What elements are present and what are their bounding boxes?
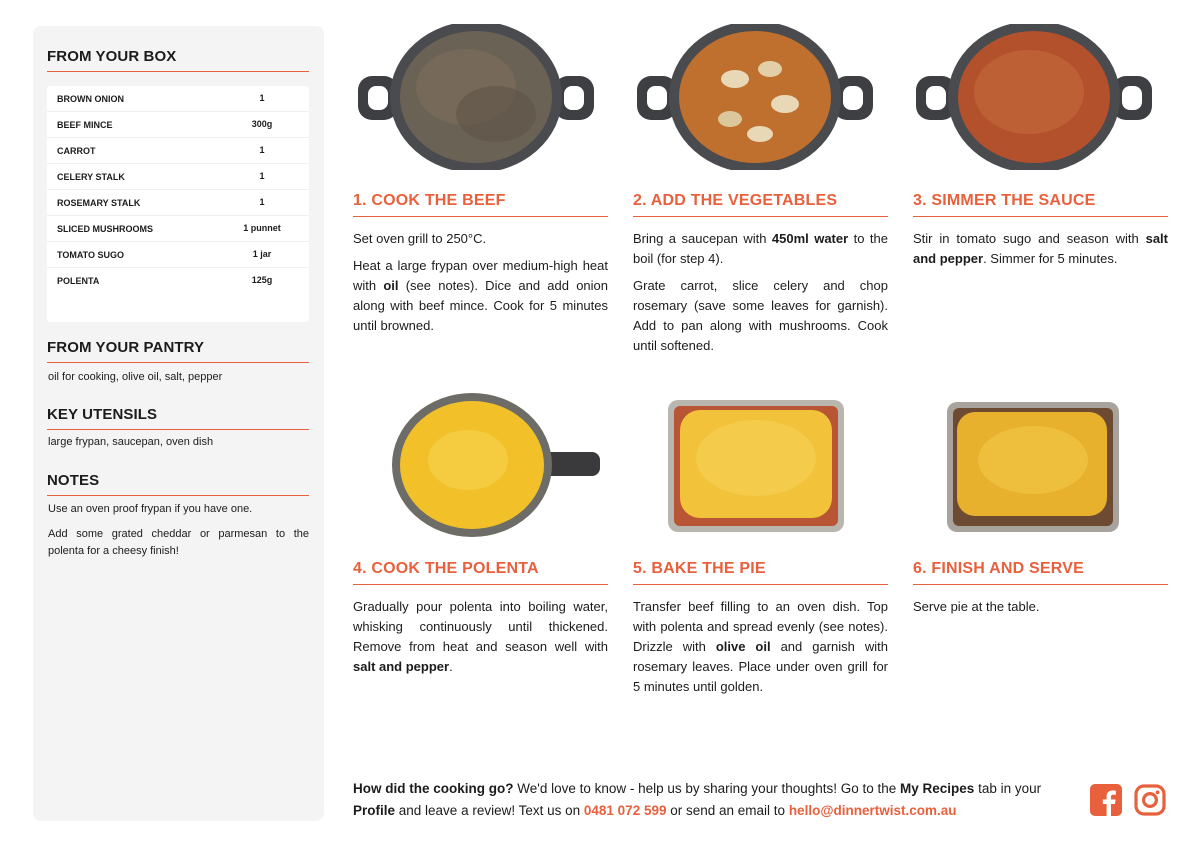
facebook-icon[interactable]: [1090, 784, 1122, 816]
step-3-photo: [914, 24, 1154, 170]
utensils-heading: KEY UTENSILS: [47, 406, 309, 430]
step-3-text: Stir in tomato sugo and season with salt and pepper. Simmer for 5 minutes.: [913, 231, 1168, 266]
step-1-text: Set oven grill to 250°C. Heat a large frypan over medium-high heat with oil (see notes). Dice and add onion along with beef mince. Cook for 5 minutes until browned.: [353, 231, 609, 333]
step-1-photo: [356, 24, 596, 170]
table-row: BROWN ONION 1: [47, 86, 309, 112]
step-6-photo: [945, 400, 1121, 534]
step-4-text: Gradually pour polenta into boiling water, whisking continuously until thickened. Remove from heat and season well with salt and pepper.: [353, 599, 608, 674]
table-row: TOMATO SUGO 1 jar: [47, 242, 309, 268]
table-row: CELERY STALK 1: [47, 164, 309, 190]
pantry-heading: FROM YOUR PANTRY: [47, 339, 309, 363]
sidebar: [33, 26, 324, 821]
table-row: CARROT 1: [47, 138, 309, 164]
step-2-text: Bring a saucepan with 450ml water to the boil (for step 4). Grate carrot, slice celery and chop rosemary (save some leaves for garnish). Add to pan along with mushrooms. Cook until softened.: [633, 231, 888, 353]
notes-text-2: Add some grated cheddar or parmesan to the polenta for a cheesy finish!: [48, 528, 309, 557]
step-5-text: Transfer beef filling to an oven dish. Top with polenta and spread evenly (see notes). Drizzle with olive oil and garnish with rosemary leaves. Place under oven grill for 5 minutes until golden.: [633, 599, 888, 694]
phone-link[interactable]: 0481 072 599: [583, 803, 667, 818]
step-6-title: 6. FINISH AND SERVE: [913, 560, 1168, 585]
step-2-title: 2. ADD THE VEGETABLES: [633, 192, 888, 217]
step-5-photo: [666, 398, 846, 534]
email-link[interactable]: hello@dinnertwist.com.au: [788, 803, 957, 818]
instagram-icon[interactable]: [1134, 784, 1166, 816]
notes-heading: NOTES: [47, 472, 309, 496]
table-row: ROSEMARY STALK 1: [47, 190, 309, 216]
step-5-title: 5. BAKE THE PIE: [633, 560, 888, 585]
my-recipes-link[interactable]: My Recipes: [900, 781, 975, 796]
step-6-text: Serve pie at the table.: [913, 599, 1040, 614]
table-row: POLENTA 125g: [57, 275, 273, 286]
utensils-text: large frypan, saucepan, oven dish: [48, 436, 214, 448]
feedback-footer: How did the cooking go? We'd love to know - help us by sharing your thoughts! Go to the My Recipes tab in your Profile and leave a review! Text us on 0481 072 599 or send an email to hello@dinnertwist.com.au: [353, 781, 1042, 818]
pantry-text: oil for cooking, olive oil, salt, pepper: [48, 371, 223, 383]
step-4-photo: [392, 392, 602, 538]
step-2-photo: [635, 24, 875, 170]
box-ingredients-table: [47, 86, 309, 322]
step-1-title: 1. COOK THE BEEF: [353, 192, 608, 217]
table-row: BEEF MINCE 300g: [47, 112, 309, 138]
step-3-title: 3. SIMMER THE SAUCE: [913, 192, 1168, 217]
step-4-title: 4. COOK THE POLENTA: [353, 560, 608, 585]
profile-link[interactable]: Profile: [353, 803, 396, 818]
notes-text-1: Use an oven proof frypan if you have one.: [48, 503, 253, 515]
table-row: SLICED MUSHROOMS 1 punnet: [47, 216, 309, 242]
from-your-box-heading: FROM YOUR BOX: [47, 48, 309, 72]
